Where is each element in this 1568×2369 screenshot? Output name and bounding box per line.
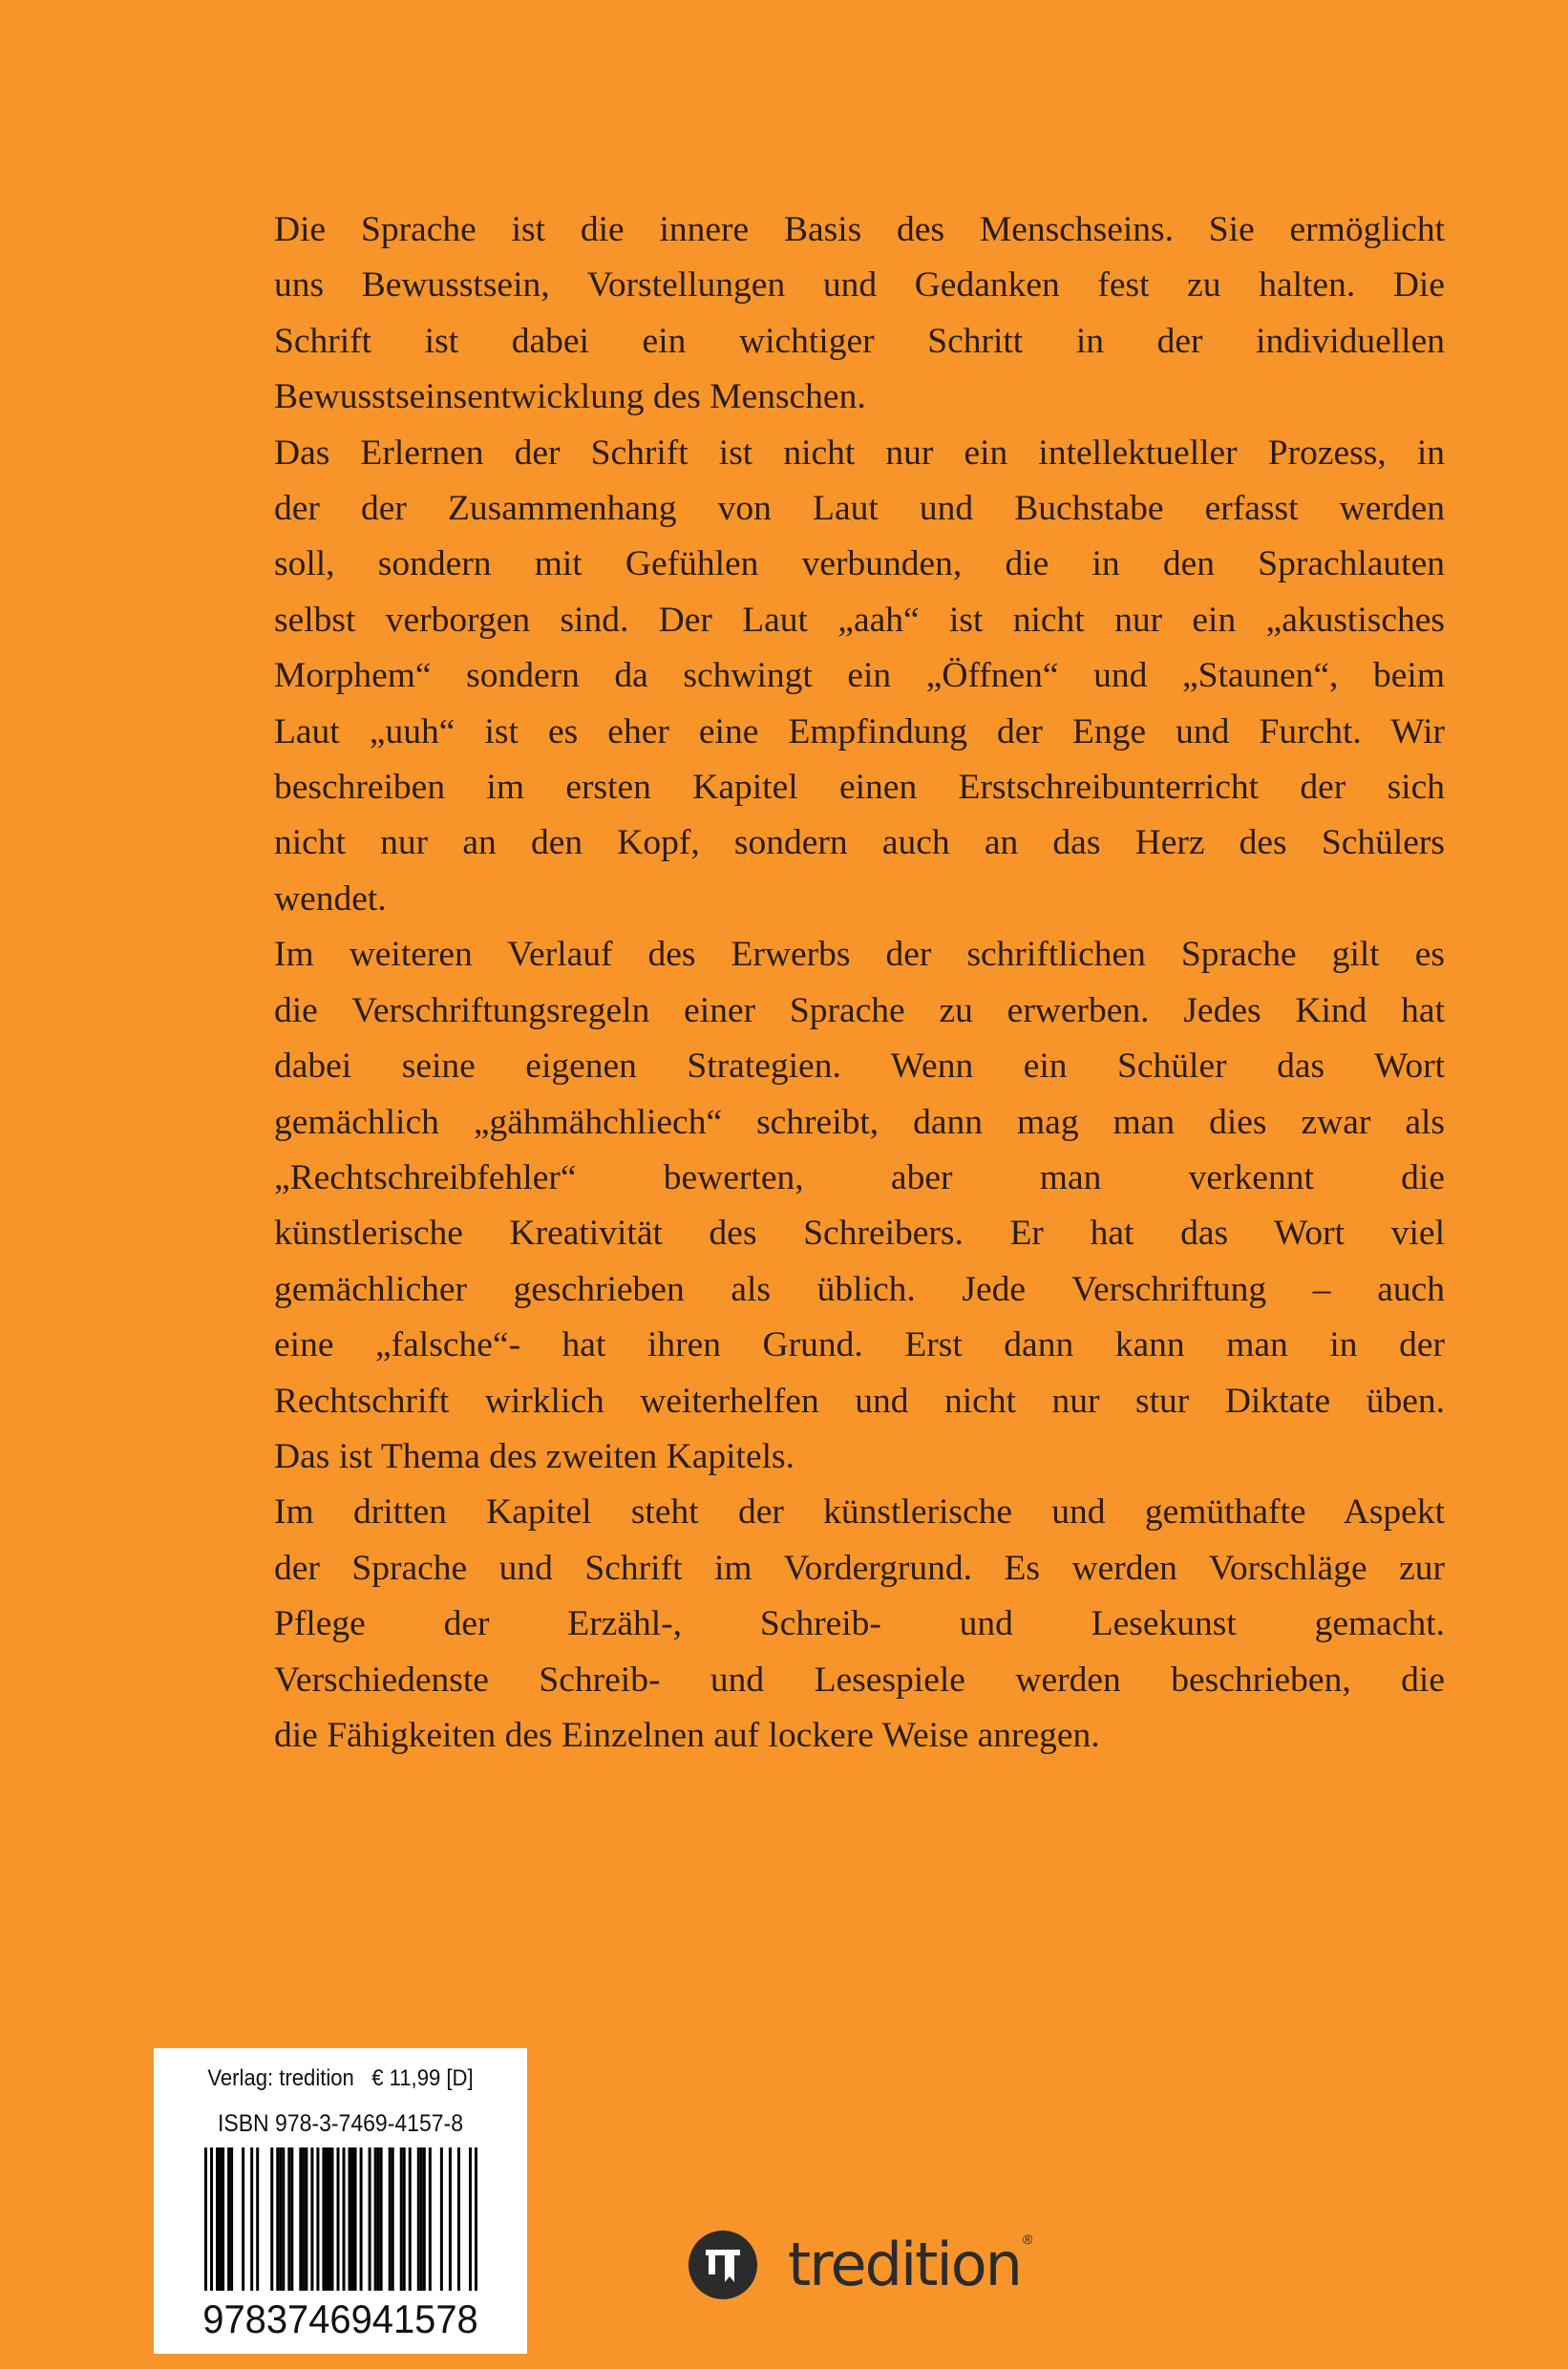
barcode-bar <box>279 2147 282 2291</box>
ean-number: 9783746941578 <box>202 2296 478 2341</box>
barcode-bar <box>403 2147 406 2291</box>
barcode-bar <box>349 2147 351 2291</box>
barcode-bar <box>250 2147 253 2291</box>
text-line: „Rechtschreibfehler“ bewerten, aber man verkennt die <box>274 1157 1445 1197</box>
barcode-bar <box>409 2147 412 2291</box>
barcode-bar <box>210 2147 213 2291</box>
text-line: Laut „uuh“ ist es eher eine Empfindung der Enge und Furcht. Wir <box>274 711 1445 751</box>
text-line: Pflege der Erzähl-, Schreib- und Lesekunst gemacht. <box>274 1604 1445 1644</box>
barcode-bar <box>475 2147 477 2291</box>
text-line: Verschiedenste Schreib- und Lesespiele werden beschrieben, die <box>274 1660 1445 1700</box>
barcode-bar <box>449 2147 452 2291</box>
text-line: der der Zusammenhang von Laut und Buchstabe erfasst werden <box>274 489 1445 529</box>
text-line: Das ist Thema des zweiten Kapitels. <box>274 1436 795 1476</box>
text-line: nicht nur an den Kopf, sondern auch an das Herz des Schülers <box>274 823 1445 863</box>
barcode-bar <box>230 2147 233 2291</box>
text-line: künstlerische Kreativität des Schreibers. Er hat das Wort viel <box>274 1214 1445 1254</box>
publisher-price-text: Verlag: tredition € 11,99 [D] <box>207 2065 474 2091</box>
barcode-bar <box>389 2147 392 2291</box>
barcode-bar <box>227 2147 230 2291</box>
barcode-bar <box>429 2147 432 2291</box>
barcode-bar <box>343 2147 346 2291</box>
barcode-bar <box>310 2147 313 2291</box>
barcode-bar <box>287 2147 290 2291</box>
barcode-bar <box>400 2147 403 2291</box>
barcode-bar <box>377 2147 380 2291</box>
text-line: Die Sprache ist die innere Basis des Menschseins. Sie ermöglicht <box>274 210 1445 249</box>
barcode-bar <box>328 2147 330 2291</box>
barcode-bar <box>290 2147 293 2291</box>
text-line: Im dritten Kapitel steht der künstlerische und gemüthafte Aspekt <box>274 1492 1445 1533</box>
barcode-bar <box>282 2147 285 2291</box>
text-line: uns Bewusstsein, Vorstellungen und Gedanken fest zu halten. Die <box>274 265 1445 306</box>
text-line: wendet. <box>274 878 387 919</box>
barcode-bar <box>222 2147 224 2291</box>
barcode-bar <box>351 2147 354 2291</box>
barcode-bar <box>360 2147 363 2291</box>
barcode-bar <box>216 2147 219 2291</box>
barcode-bar <box>440 2147 443 2291</box>
price-barcode-label <box>154 2048 527 2354</box>
barcode-bar <box>420 2147 423 2291</box>
barcode-bar <box>270 2147 273 2291</box>
isbn-text: ISBN 978-3-7469-4157-8 <box>217 2110 463 2137</box>
text-line: selbst verborgen sind. Der Laut „aah“ ist nicht nur ein „akustisches <box>274 600 1445 640</box>
barcode-bar <box>354 2147 357 2291</box>
barcode-bar <box>369 2147 371 2291</box>
text-line: beschreiben im ersten Kapitel einen Erstschreibunterricht der sich <box>274 768 1445 808</box>
barcode-bar <box>204 2147 207 2291</box>
back-cover-text <box>274 202 1445 1764</box>
text-line: Das Erlernen der Schrift ist nicht nur ein intellektueller Prozess, in <box>274 433 1445 473</box>
barcode-bar <box>302 2147 305 2291</box>
barcode-bar <box>392 2147 394 2291</box>
barcode-bar <box>322 2147 325 2291</box>
barcode <box>204 2147 477 2291</box>
barcode-bar <box>417 2147 420 2291</box>
barcode-bar <box>374 2147 377 2291</box>
barcode-bar <box>380 2147 383 2291</box>
tredition-logo-icon <box>689 2231 757 2299</box>
barcode-bar <box>457 2147 460 2291</box>
text-line: eine „falsche“- hat ihren Grund. Erst dann kann man in der <box>274 1325 1445 1365</box>
barcode-bar <box>299 2147 302 2291</box>
logo-wordmark: tredition <box>788 2230 1021 2299</box>
publisher-logo <box>689 2230 1032 2300</box>
barcode-bar <box>242 2147 244 2291</box>
barcode-bar <box>336 2147 339 2291</box>
barcode-bar <box>423 2147 426 2291</box>
barcode-bar <box>316 2147 319 2291</box>
barcode-bar <box>325 2147 328 2291</box>
text-line: Schrift ist dabei ein wichtiger Schritt in der individuellen <box>274 321 1445 361</box>
text-line: gemächlich „gähmähchliech“ schreibt, dann mag man dies zwar als <box>274 1102 1445 1142</box>
text-line: Bewusstseinsentwicklung des Menschen. <box>274 377 866 417</box>
barcode-bar <box>276 2147 279 2291</box>
barcode-bar <box>469 2147 472 2291</box>
text-line: Rechtschrift wirklich weiterhelfen und nicht nur stur Diktate üben. <box>274 1381 1445 1421</box>
text-line: die Verschriftungsregeln einer Sprache zu erwerben. Jedes Kind hat <box>274 990 1445 1030</box>
text-line: der Sprache und Schrift im Vordergrund. Es werden Vorschläge zur <box>274 1548 1445 1588</box>
barcode-bar <box>330 2147 333 2291</box>
text-line: gemächlicher geschrieben als üblich. Jede Verschriftung – auch <box>274 1269 1445 1309</box>
text-line: die Fähigkeiten des Einzelnen auf lockere Weise anregen. <box>274 1715 1100 1755</box>
text-line: soll, sondern mit Gefühlen verbunden, die in den Sprachlauten <box>274 544 1445 584</box>
barcode-bar <box>219 2147 222 2291</box>
registered-mark: ® <box>1022 2232 1033 2247</box>
barcode-bar <box>305 2147 307 2291</box>
text-line: Im weiteren Verlauf des Erwerbs der schriftlichen Sprache gilt es <box>274 935 1445 975</box>
text-line: Morphem“ sondern da schwingt ein „Öffnen“ und „Staunen“, beim <box>274 656 1445 696</box>
barcode-bar <box>256 2147 259 2291</box>
text-line: dabei seine eigenen Strategien. Wenn ein Schüler das Wort <box>274 1047 1445 1087</box>
